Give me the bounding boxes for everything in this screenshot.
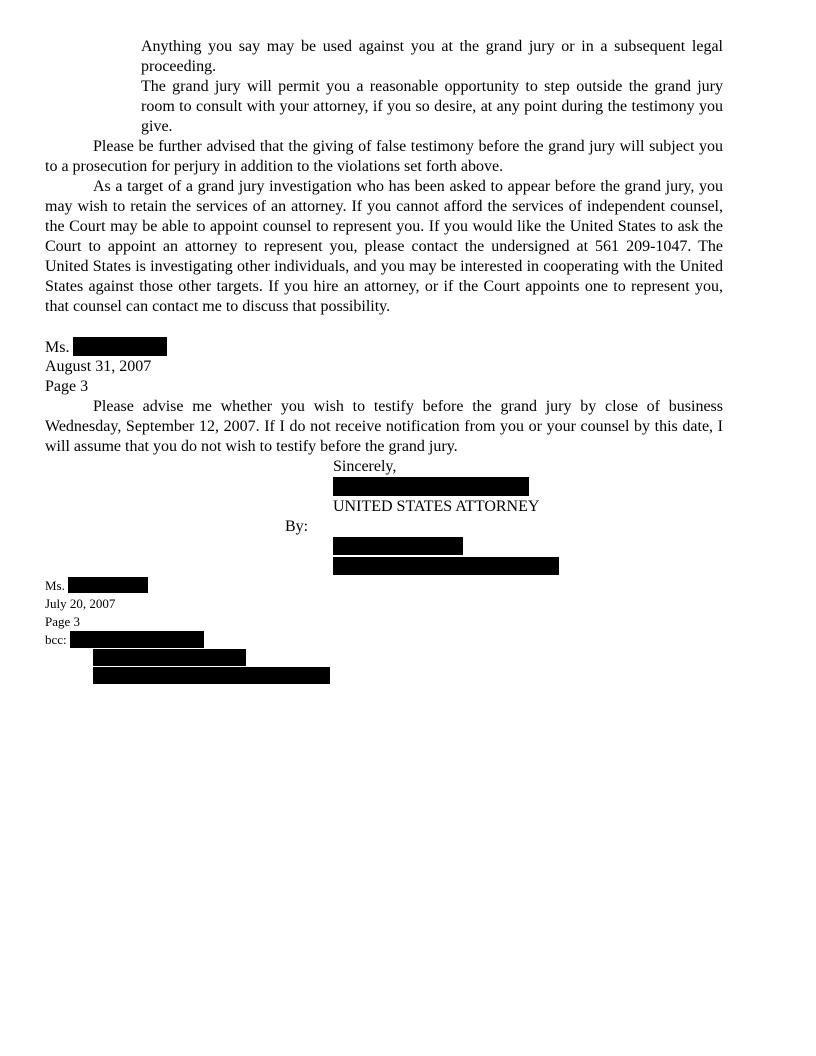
- bcc-label: bcc:: [45, 632, 67, 647]
- redacted-bcc-2: [93, 649, 246, 666]
- redacted-signer-name: [333, 537, 463, 555]
- closing: Sincerely,: [333, 458, 397, 475]
- advisement-item-2: The grand jury will permit you a reasonable opportunity to step outside the grand jury room to consult with your attorney, if you so desire, at any point during the testimony you give.: [141, 78, 723, 135]
- redacted-recipient-name-2: [68, 577, 148, 593]
- advisement-item-1: Anything you say may be used against you at the grand jury or in a subsequent legal proceeding.: [141, 38, 723, 75]
- redacted-bcc-1: [70, 631, 204, 648]
- counsel-paragraph: As a target of a grand jury investigation who has been asked to appear before the grand jury, you may wish to retain the services of an attorney. If you cannot afford the services of independent counsel, the Court may be able to appoint counsel to represent you. If you would like the United States to ask the Court to appoint an attorney to represent you, please contact the undersigned at 561 209-1047. The United States is investigating other individuals, and you may be interested in cooperating with the United States against those other targets. If you hire an attorney, or if the Court appoints one to represent you, that counsel can contact me to discuss that possibility.: [45, 178, 723, 315]
- bcc-line: [45, 631, 204, 649]
- salutation: Ms.: [45, 339, 70, 356]
- letter-date: August 31, 2007: [45, 358, 152, 375]
- perjury-paragraph: Please be further advised that the giving of false testimony before the grand jury will subject you to a prosecution for perjury in addition to the violations set forth above.: [45, 138, 723, 175]
- salutation-2: Ms.: [45, 578, 65, 593]
- redacted-signer-title: [333, 557, 559, 575]
- body-block-2: [45, 397, 723, 457]
- attorney-title: UNITED STATES ATTORNEY: [333, 498, 540, 515]
- page-number-2: Page 3: [45, 614, 81, 629]
- redacted-bcc-3: [93, 667, 330, 684]
- by-label: By:: [285, 518, 309, 535]
- redacted-recipient-name: [73, 337, 167, 356]
- recipient-line: [45, 337, 167, 358]
- letter-date-2: July 20, 2007: [45, 596, 116, 611]
- advise-paragraph: Please advise me whether you wish to testify before the grand jury by close of business Wednesday, September 12, 2007. If I do not receive notification from you or your counsel by this date, I will assume that you do not wish to testify before the grand jury.: [45, 398, 723, 455]
- recipient-line-2: [45, 577, 148, 595]
- redacted-attorney-name: [333, 477, 529, 496]
- body-block-1: [45, 137, 723, 317]
- page-number: Page 3: [45, 378, 89, 395]
- advisements-block: [141, 37, 723, 137]
